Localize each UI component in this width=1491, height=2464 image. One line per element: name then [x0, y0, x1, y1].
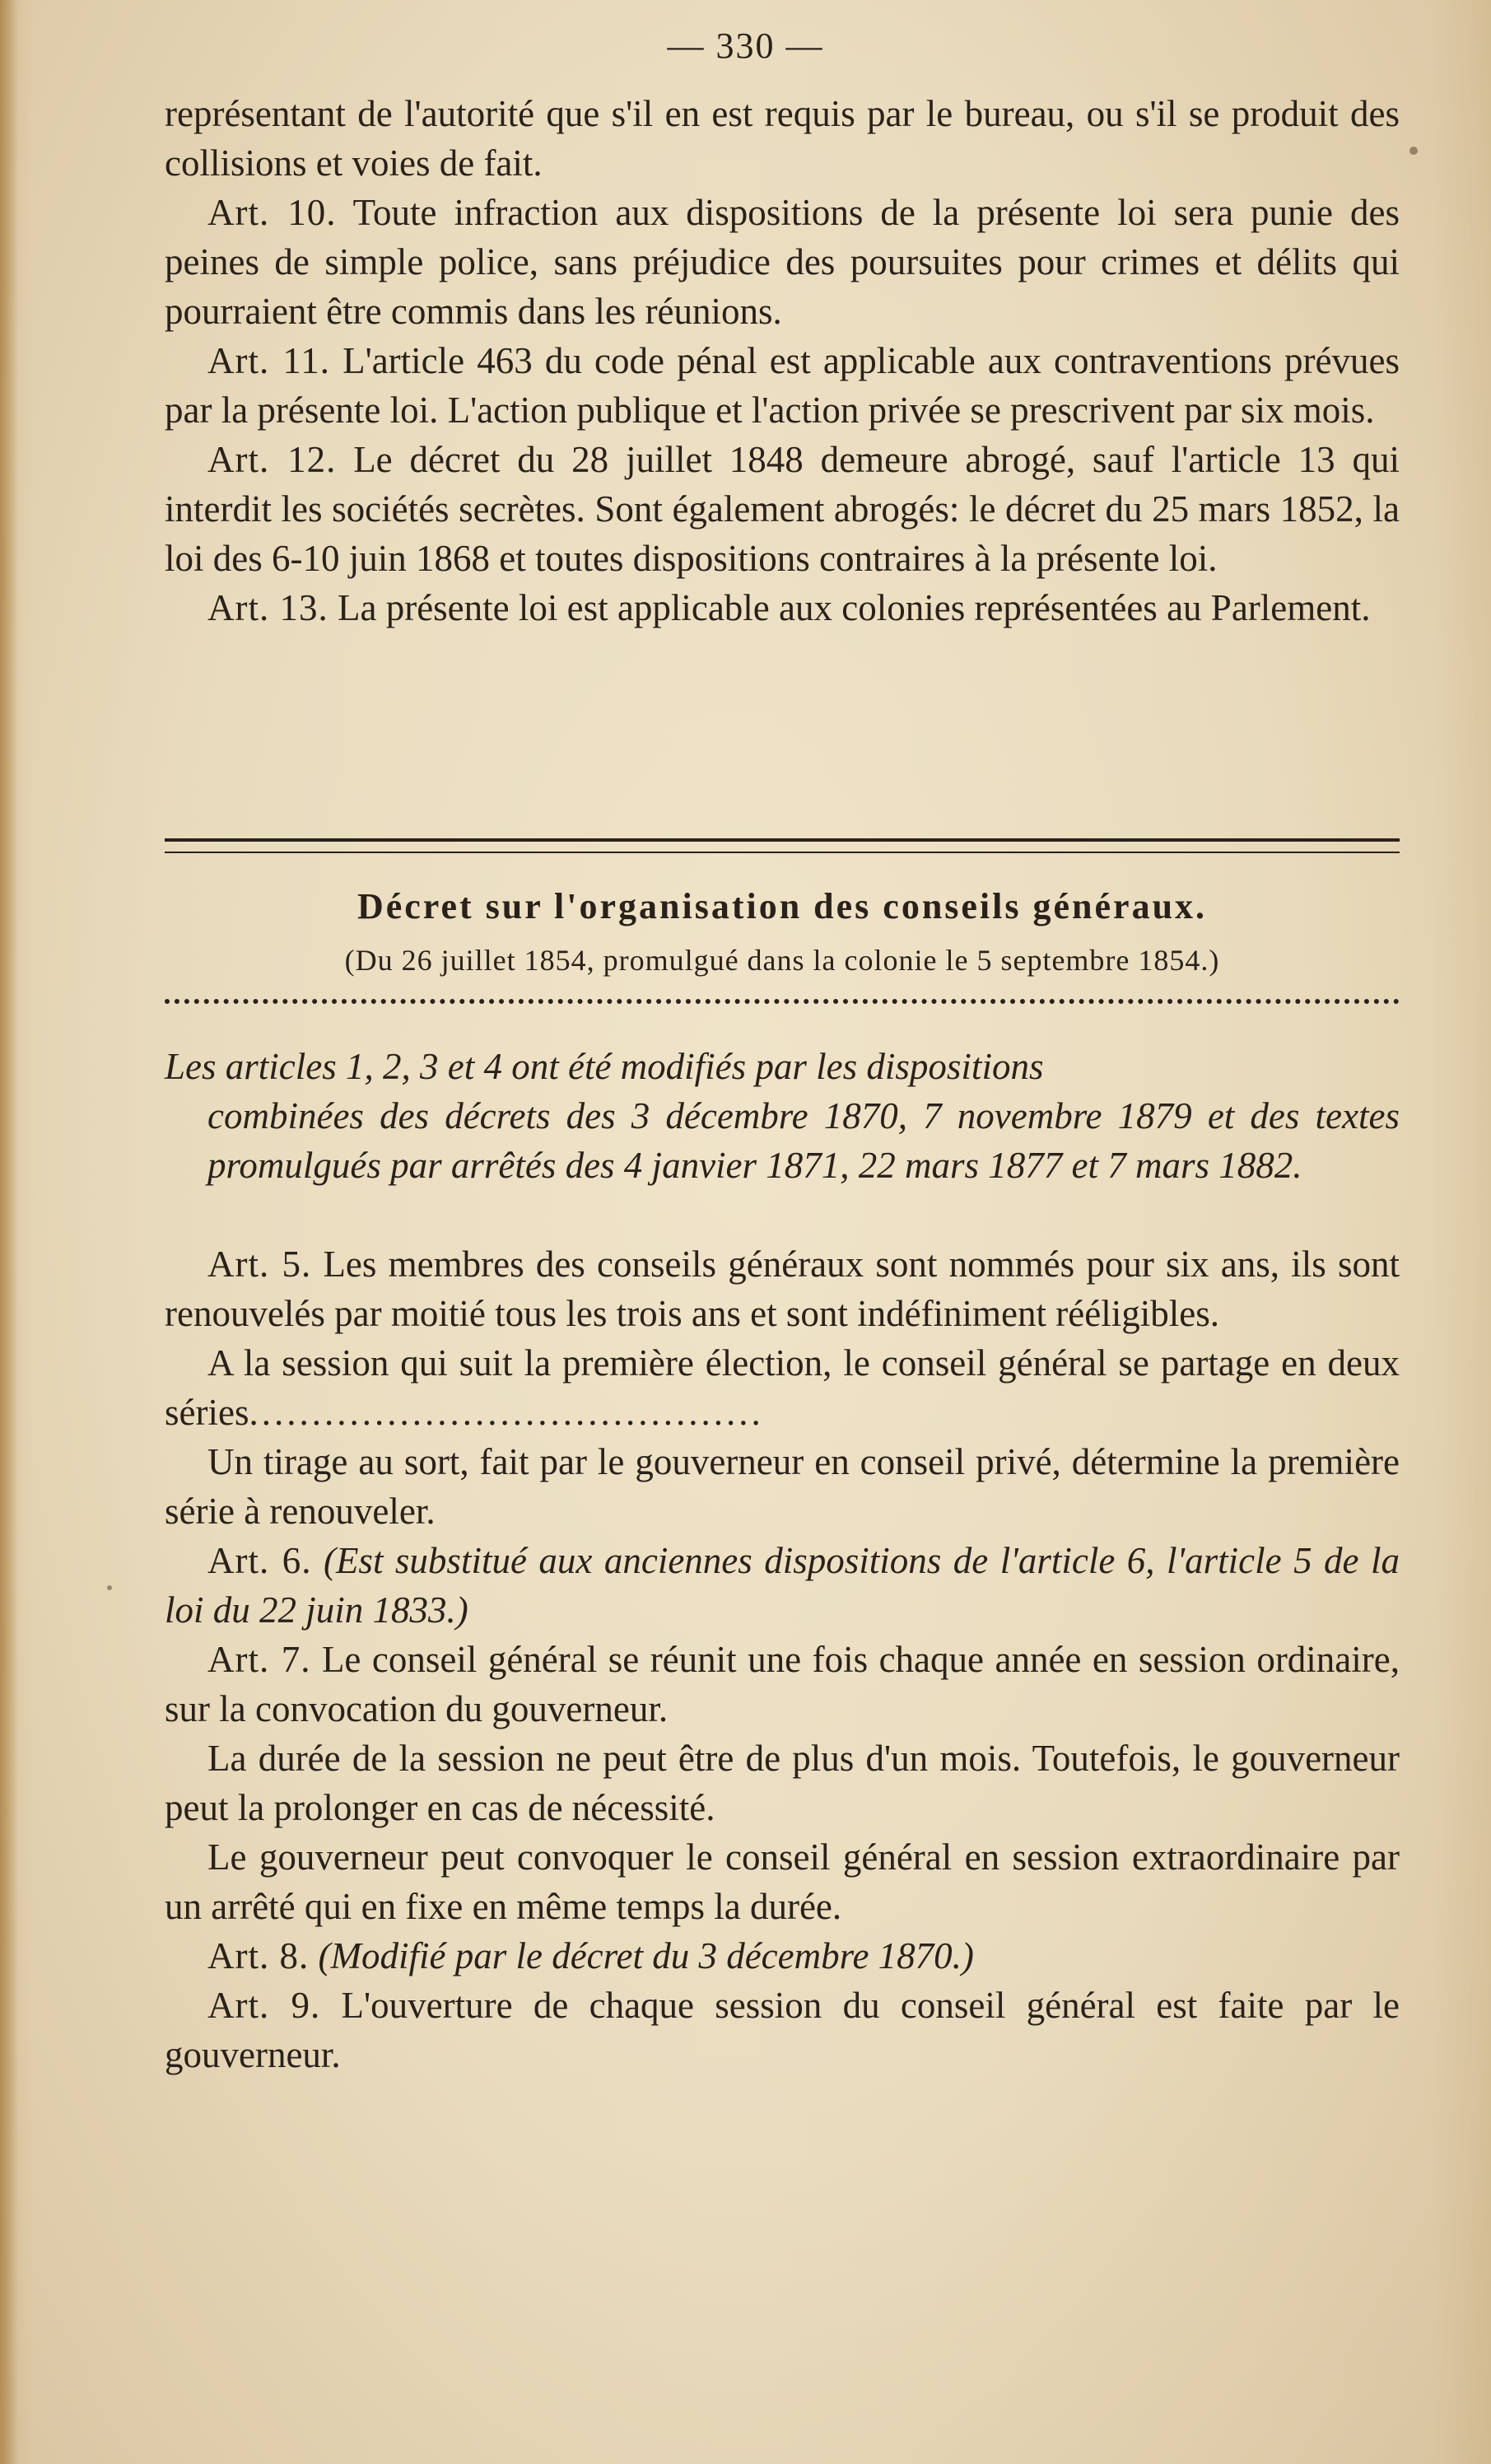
article-10	[165, 188, 1400, 336]
article-label: Art. 13.	[207, 587, 328, 628]
article-label: Art. 12.	[207, 439, 337, 480]
article-label: Art. 8.	[207, 1935, 310, 1976]
article-label: Art. 6.	[207, 1540, 312, 1581]
article-9	[165, 1981, 1400, 2079]
article-6	[165, 1536, 1400, 1635]
ink-speck	[1409, 147, 1418, 155]
article-8	[165, 1931, 1400, 1981]
article-text: Le conseil général se réunit une fois chaque année en session ordinaire, sur la convocation du gouverneur.	[165, 1639, 1400, 1729]
article-5-paragraph-2	[165, 1338, 1400, 1437]
article-text: La présente loi est applicable aux colonies représentées au Parlement.	[328, 587, 1371, 628]
article-label: Art. 7.	[207, 1639, 311, 1680]
article-label: Art. 11.	[207, 340, 330, 381]
ink-speck	[107, 1585, 112, 1590]
note-first-line: Les articles 1, 2, 3 et 4 ont été modifiés par les dispositions	[165, 1046, 1044, 1087]
article-text: Les membres des conseils généraux sont nommés pour six ans, ils sont renouvelés par moitié tous les trois ans et sont indéfiniment rééligibles.	[165, 1244, 1400, 1334]
page-number: — 330 —	[667, 26, 824, 66]
paragraph-continuation: représentant de l'autorité que s'il en est requis par le bureau, ou s'il se produit des collisions et voies de fait.	[165, 93, 1400, 184]
article-label: Art. 9.	[207, 1985, 321, 2026]
article-label: Art. 5.	[207, 1244, 312, 1285]
article-5-paragraph-3: Un tirage au sort, fait par le gouverneur en conseil privé, détermine la première série à renouveler.	[165, 1441, 1400, 1532]
page-spine-shadow	[0, 0, 18, 2464]
section-divider	[165, 838, 1400, 853]
editorial-note	[165, 1042, 1400, 1190]
lower-text-block	[165, 1239, 1400, 2079]
article-text: A la session qui suit la première élection, le conseil général se partage en deux séries	[165, 1342, 1400, 1433]
top-text-block	[165, 89, 1400, 632]
article-text: Le décret du 28 juillet 1848 demeure abrogé, sauf l'article 13 qui interdit les sociétés secrètes. Sont également abrogés: le décret du 25 mars 1852, la loi des 6-10 juin 1868 et toutes dispositions contraires à la présente loi.	[165, 439, 1400, 579]
article-text: L'article 463 du code pénal est applicable aux contraventions prévues par la présente loi. L'action publique et l'action privée se prescrivent par six mois.	[165, 340, 1400, 431]
article-7-paragraph-3: Le gouverneur peut convoquer le conseil général en session extraordinaire par un arrêté qui en fixe en même temps la durée.	[165, 1836, 1400, 1927]
article-text: Toute infraction aux dispositions de la présente loi sera punie des peines de simple police, sans préjudice des poursuites pour crimes et délits qui pourraient être commis dans les réunions.	[165, 192, 1400, 332]
article-12	[165, 435, 1400, 583]
article-13	[165, 583, 1400, 632]
elision-dots	[165, 999, 1400, 1004]
article-label: Art. 10.	[207, 192, 337, 233]
article-7	[165, 1635, 1400, 1734]
article-11	[165, 336, 1400, 435]
article-7-paragraph-2: La durée de la session ne peut être de plus d'un mois. Toutefois, le gouverneur peut la prolonger en cas de nécessité.	[165, 1738, 1400, 1828]
decree-title: Décret sur l'organisation des conseils généraux.	[356, 886, 1208, 926]
elision-dots-inline: .........................................	[249, 1392, 764, 1433]
article-5	[165, 1239, 1400, 1338]
article-text: (Modifié par le décret du 3 décembre 1870.)	[318, 1935, 974, 1976]
note-continuation: combinées des décrets des 3 décembre 1870, 7 novembre 1879 et des textes promulgués par arrêtés des 4 janvier 1871, 22 mars 1877 et 7 mars 1882.	[207, 1095, 1400, 1186]
decree-subtitle: (Du 26 juillet 1854, promulgué dans la colonie le 5 septembre 1854.)	[344, 944, 1220, 977]
article-text: L'ouverture de chaque session du conseil général est faite par le gouverneur.	[165, 1985, 1400, 2075]
article-text: (Est substitué aux anciennes dispositions de l'article 6, l'article 5 de la loi du 22 juin 1833.)	[165, 1540, 1400, 1631]
